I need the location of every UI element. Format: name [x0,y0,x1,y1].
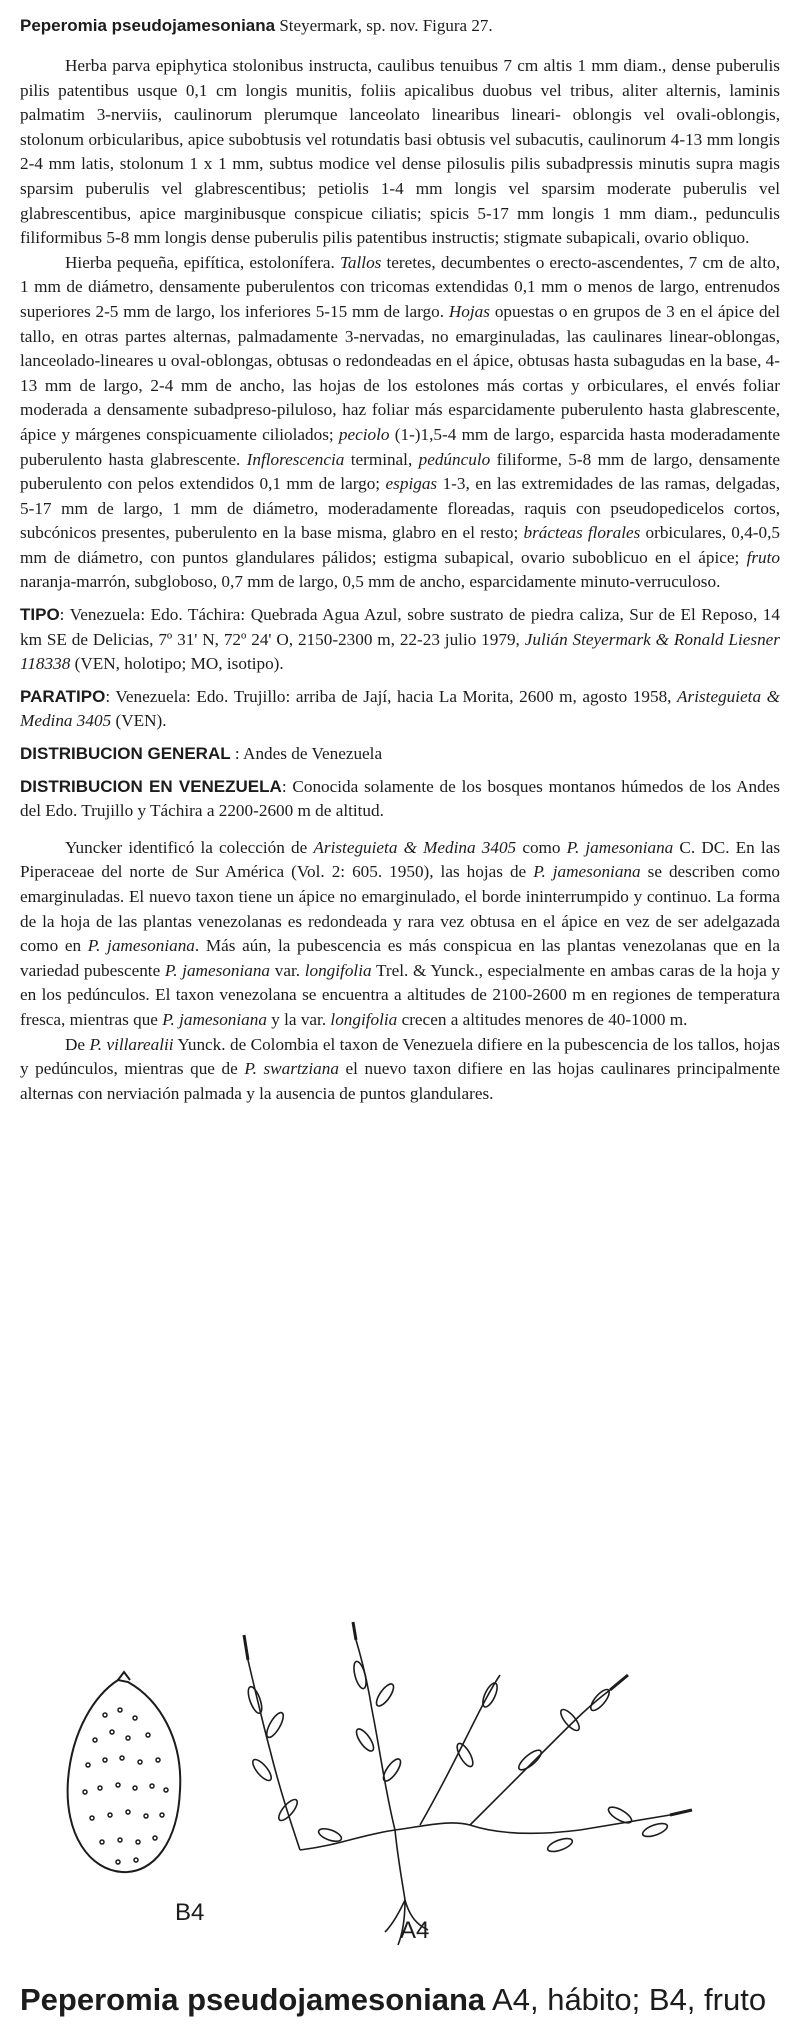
species-name: Peperomia pseudojamesoniana [20,16,276,35]
caption-text: A4, hábito; B4, fruto [485,1982,767,2017]
paratipo-section: PARATIPO: Venezuela: Edo. Trujillo: arriba de Jají, hacia La Morita, 2600 m, agosto 1958, Aristeguieta & Medina 3405 (VEN). [20,686,780,731]
distribucion-venezuela-section: DISTRIBUCION EN VENEZUELA: Conocida solamente de los bosques montanos húmedos de los Andes del Edo. Trujillo y Táchira a 2200-2600 m de altitud. [20,776,780,821]
tipo-label: TIPO [20,605,60,625]
distribucion-venezuela-label: DISTRIBUCION EN VENEZUELA [20,776,282,796]
fig-label-b4: B4 [175,1899,205,1926]
figure-illustration [0,1620,792,1960]
page-content [20,8,780,1106]
tipo-section: TIPO: Venezuela: Edo. Táchira: Quebrada Agua Azul, sobre sustrato de piedra caliza, Sur de El Reposo, 14 km SE de Delicias, 7º 31' N, 72º 24' O, 2150-2300 m, 22-23 julio 1979, Julián Steyermark & Ronald Liesner 118338 (VEN, holotipo; MO, isotipo). [20,605,780,674]
distribucion-general-label: DISTRIBUCION GENERAL [20,744,231,764]
latin-description: Herba parva epiphytica stolonibus instructa, caulibus tenuibus 7 cm altis 1 mm diam., dense puberulis pilis patentibus usque 0,1 cm longis munitis, foliis apicalibus duobus vel tribus, aliter alternis, laminis palmatim 3-nerviis, caulinorum plerumque lanceolato linearibus lineari- oblongis vel ovali-oblongis, stolonum orbicularibus, apice subobtusis vel rotundatis basi obtusis vel subacutis, caulinorum 4-13 mm longis 2-4 mm latis, stolonum 1 x 1 mm, subtus modice vel dense pilosulis pilis subadpressis minutis supra magis sparsim puberulis vel glabrescentibus; petiolis 1-4 mm longis vel sparsim moderate puberulis vel glabrescentibus, apice marginibusque conspicue ciliatis; spicis 5-17 mm longis 1 mm diam., pedunculis filiformibus 5-8 mm longis dense puberulis pilis patentibus instructis; stigmate subapicali, ovario obliquo. [20,56,780,248]
botanical-figure [0,1620,792,1960]
fruit-drawing [68,1672,181,1872]
figure-caption [20,1980,780,2020]
discussion-paragraph-1: Yuncker identificó la colección de Aristeguieta & Medina 3405 como P. jamesoniana C. DC. En las Piperaceae del norte de Sur América (Vol. 2: 605. 1950), las hojas de P. jamesoniana se describen como emarginuladas. El nuevo taxon tiene un ápice no emarginulado, el borde ininterrumpido y continuo. La forma de la hoja de las plantas venezolanas es redondeada y rara vez obtusa en el ápice en vez de ser adelgazada como en P. jamesoniana. Más aún, la pubescencia es más conspicua en las plantas venezolanas que en la variedad pubescente P. jamesoniana var. longifolia Trel. & Yunck., especialmente en ambas caras de la hoja y en los pedúnculos. El taxon venezolana se encuentra a altitudes de 2100-2600 m en regiones de temperatura fresca, mientras que P. jamesoniana y la var. longifolia crecen a altitudes menores de 40-1000 m. [20,837,781,1029]
spanish-description: Hierba pequeña, epifítica, estolonífera. Tallos teretes, decumbentes o erecto-ascendentes, 7 cm de alto, 1 mm de diámetro, densamente puberulentos con tricomas extendidas 0,1 mm o menos de largo, entrenudos superiores 2-5 mm de largo, los inferiores 5-15 mm de largo. Hojas opuestas o en grupos de 3 en el ápice del tallo, en otras partes alternas, palmadamente 3-nervadas, no emarginuladas, las caulinares linear-oblongas, lanceolado-lineares u oval-oblongas, obtusas o redondeadas en el ápice, obtusas hasta subagudas en la base, 4-13 mm de largo, 2-4 mm de ancho, las hojas de los estolones más cortas y orbiculares, el envés foliar moderada a densamente subadpreso-piluloso, haz foliar más esparcidamente puberulento hasta glabrescente, ápice y márgenes conspicuamente ciliolados; peciolo (1-)1,5-4 mm de largo, esparcida hasta moderadamente puberulento hasta glabrescente. Inflorescencia terminal, pedúnculo filiforme, 5-8 mm de largo, densamente puberulento con pelos extendidos 0,1 mm de largo; espigas 1-3, en las extremidades de las ramas, delgadas, 5-17 mm de largo, 1 mm de diámetro, moderadamente floreadas, raquis con pseudopedicelos cortos, subcónicos presentes, puberulento en la base misma, glabro en el resto; brácteas florales orbiculares, 0,4-0,5 mm de diámetro, con puntos glandulares pálidos; estigma subapical, ovario suboblicuo en el ápice; fruto naranja-marrón, subgloboso, 0,7 mm de largo, 0,5 mm de ancho, esparcidamente minuto-verruculoso. [20,252,781,592]
species-heading [20,14,780,38]
discussion-paragraph-2: De P. villarealii Yunck. de Colombia el taxon de Venezuela difiere en la pubescencia de los tallos, hojas y pedúnculos, mientras que de P. swartziana el nuevo taxon difiere en las hojas caulinares principalmente alternas con nerviación palmada y la ausencia de puntos glandulares. [20,1034,780,1103]
caption-species: Peperomia pseudojamesoniana [20,1982,486,2017]
distribucion-general-section: DISTRIBUCION GENERAL : Andes de Venezuela [20,744,383,764]
species-authority: Steyermark, sp. nov. Figura 27. [275,16,493,35]
paratipo-label: PARATIPO [20,686,106,706]
fig-label-a4: A4 [400,1917,430,1944]
habit-drawing [244,1622,692,1945]
